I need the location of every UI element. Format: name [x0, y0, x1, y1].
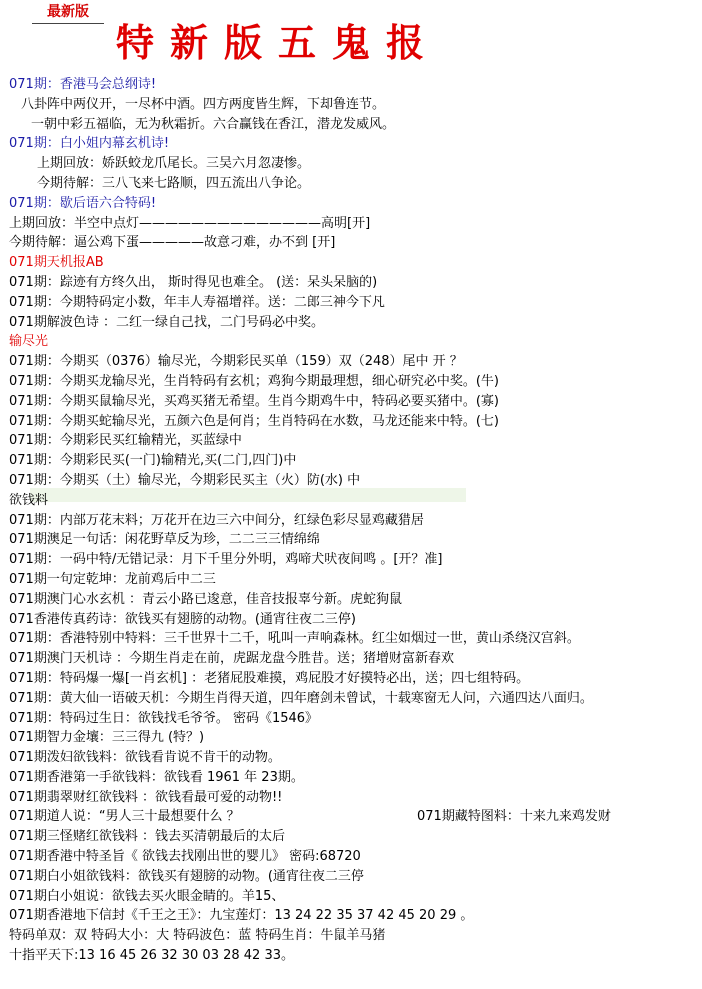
line-text: 071期：黄大仙一语破天机：今期生肖得天道，四年磨剑未曾试，十载寒窗无人问，六通四达八面归。	[9, 690, 593, 706]
text-line	[9, 867, 699, 887]
line-text: 八卦阵中两仪开，一尽杯中酒。四方两度皆生辉，下却鲁连节。	[21, 96, 386, 112]
line-text: 071香港传真药诗：欲钱买有翅膀的动物。(通宵往夜二三停)	[9, 611, 356, 627]
latest-edition-badge: 最新版	[32, 4, 104, 24]
text-line	[9, 491, 699, 511]
line-text: 071期：香港马会总纲诗!	[9, 77, 157, 92]
text-line	[9, 352, 699, 372]
line-text: 071期：特码过生日：欲钱找毛爷爷。 密码《1546》	[9, 710, 319, 726]
article-body	[9, 75, 699, 966]
line-text: 一朝中彩五福临，无为秋霜折。六合赢钱在香江，潜龙发威风。	[31, 116, 396, 132]
text-line	[9, 293, 699, 313]
line-text: 071期香港中特圣旨《 欲钱去找刚出世的婴儿》 密码:68720	[9, 849, 361, 865]
line-text: 071期：特码爆一爆[一肖玄机] ：老猪屁股难摸，鸡屁股才好摸特必出，送；四七组特码。	[9, 670, 530, 686]
text-line	[9, 590, 699, 610]
text-line	[9, 629, 699, 649]
line-text: 071期澳足一句话：闲花野草反为珍，二二三三情绵绵	[9, 532, 320, 548]
text-line	[9, 807, 699, 827]
line-text: 071期：今期买龙输尽光，生肖特码有玄机；鸡狗今期最理想，细心研究必中奖。(牛)	[9, 373, 499, 389]
line-text: 071期泼妇欲钱料：欲钱看肯说不肯干的动物。	[9, 750, 281, 766]
line-text-right: 071期藏特图料：十来九来鸡发财	[417, 809, 611, 825]
text-line	[9, 669, 699, 689]
line-text: 071期道人说：“男人三十最想要什么 ？	[9, 809, 240, 825]
text-line	[9, 194, 699, 214]
text-line	[9, 95, 699, 115]
line-text: 071期智力金壤：三三得九 (特？)	[9, 730, 205, 746]
line-text: 071期：香港特别中特料：三千世界十二千，吼叫一声响森林。红尘如烟过一世，黄山杀绕汉宫斜。	[9, 631, 580, 647]
text-line	[9, 550, 699, 570]
text-line	[9, 768, 699, 788]
line-text: 071期白小姐说：欲钱去买火眼金睛的。羊15、	[9, 888, 285, 904]
line-text: 071期：一码中特/无错记录：月下千里分外明，鸡啼犬吠夜间鸣 。[开？准]	[9, 552, 443, 568]
text-line	[9, 273, 699, 293]
line-text: 071期：今期买（0376）输尽光，今期彩民买单（159）双（248）尾中 开 ？	[9, 354, 463, 370]
text-line	[9, 332, 699, 352]
line-text: 071期：踪迹有方终久出， 斯时得见也难全。 (送：呆头呆脑的)	[9, 274, 378, 290]
text-line	[9, 451, 699, 471]
line-text: 今期待解：逼公鸡下蛋—————故意刁难，办不到 [开]	[9, 235, 336, 251]
text-line	[9, 926, 699, 946]
page-title: 特新版五鬼报	[116, 20, 441, 65]
text-line	[9, 570, 699, 590]
line-text: 今期待解：三八飞来七路顺，四五流出八争论。	[37, 175, 311, 191]
text-line	[9, 75, 699, 95]
line-text: 欲钱料	[9, 492, 49, 508]
line-text: 071期解波色诗 ：二红一绿自己找，二门号码必中奖。	[9, 314, 324, 330]
text-line	[9, 134, 699, 154]
line-text: 上期回放：娇跃蛟龙爪尾长。三吴六月忽凄惨。	[37, 156, 311, 172]
text-line	[9, 471, 699, 491]
text-line	[9, 906, 699, 926]
text-line	[9, 748, 699, 768]
text-line	[9, 431, 699, 451]
line-text: 上期回放：半空中点灯——————————————高明[开]	[9, 215, 371, 231]
line-text: 071期白小姐欲钱料：欲钱买有翅膀的动物。(通宵往夜二三停	[9, 868, 364, 884]
text-line	[9, 709, 699, 729]
text-line	[9, 313, 699, 333]
text-line	[9, 847, 699, 867]
text-line	[9, 610, 699, 630]
line-text: 071期：歇后语六合特码!	[9, 195, 157, 211]
line-text: 071期天机报AB	[9, 255, 104, 271]
line-text: 071期：今期彩民买红输精光，买蓝绿中	[9, 433, 242, 449]
text-line	[9, 392, 699, 412]
line-text: 071期香港第一手欲钱料：欲钱看 1961 年 23期。	[9, 769, 304, 785]
line-text: 071期：内部万花末料；万花开在边三六中间分，红绿色彩尽显鸡藏猎居	[9, 512, 424, 528]
text-line	[9, 649, 699, 669]
line-text: 071期三怪赌红欲钱料 ：钱去买清朝最后的太后	[9, 829, 285, 845]
text-line	[9, 530, 699, 550]
text-line	[9, 115, 699, 135]
text-line	[9, 253, 699, 273]
line-text: 特码单双：双 特码大小：大 特码波色：蓝 特码生肖：牛鼠羊马猪	[9, 928, 386, 944]
line-text: 071期：今期特码定小数，年丰人寿福增祥。送：二郎三神今下凡	[9, 294, 385, 310]
line-text: 071期：今期买（土）输尽光，今期彩民买主（火）防(水) 中	[9, 472, 361, 488]
line-text: 071期香港地下信封《千王之王》：九宝莲灯：13 24 22 35 37 42 45 20 29 。	[9, 908, 474, 924]
text-line	[9, 214, 699, 234]
text-line	[9, 887, 699, 907]
text-line	[9, 946, 699, 966]
text-line	[9, 511, 699, 531]
text-line	[9, 412, 699, 432]
line-text: 071期：今期买蛇输尽光，五颜六色是何肖；生肖特码在水数，马龙还能来中特。(七)	[9, 413, 499, 429]
text-line	[9, 154, 699, 174]
line-text: 071期：今期买鼠输尽光，买鸡买猪无希望。生肖今期鸡牛中，特码必要买猪中。(寡)	[9, 393, 499, 409]
text-line	[9, 233, 699, 253]
text-line	[9, 689, 699, 709]
line-text: 071期：今期彩民买(一门)输精光,买(二门,四门)中	[9, 453, 297, 469]
line-text: 071期澳门心水玄机 ：青云小路已逡意，佳音技报辜兮新。虎蛇狗鼠	[9, 591, 402, 607]
line-text: 输尽光	[9, 334, 49, 350]
line-text: 071期翡翠财红欲钱料 ：欲钱看最可爱的动物!!	[9, 789, 283, 805]
text-line	[9, 174, 699, 194]
text-line	[9, 827, 699, 847]
line-text: 071期一句定乾坤：龙前鸡后中二三	[9, 571, 216, 587]
line-text: 071期：白小姐内幕玄机诗!	[9, 136, 170, 152]
line-text: 十指平天下:13 16 45 26 32 30 03 28 42 33。	[9, 948, 294, 964]
line-text: 071期澳门天机诗 ：今期生肖走在前，虎踞龙盘今胜昔。送；猪增财富新春欢	[9, 651, 454, 667]
text-line	[9, 788, 699, 808]
text-line	[9, 372, 699, 392]
text-line	[9, 728, 699, 748]
